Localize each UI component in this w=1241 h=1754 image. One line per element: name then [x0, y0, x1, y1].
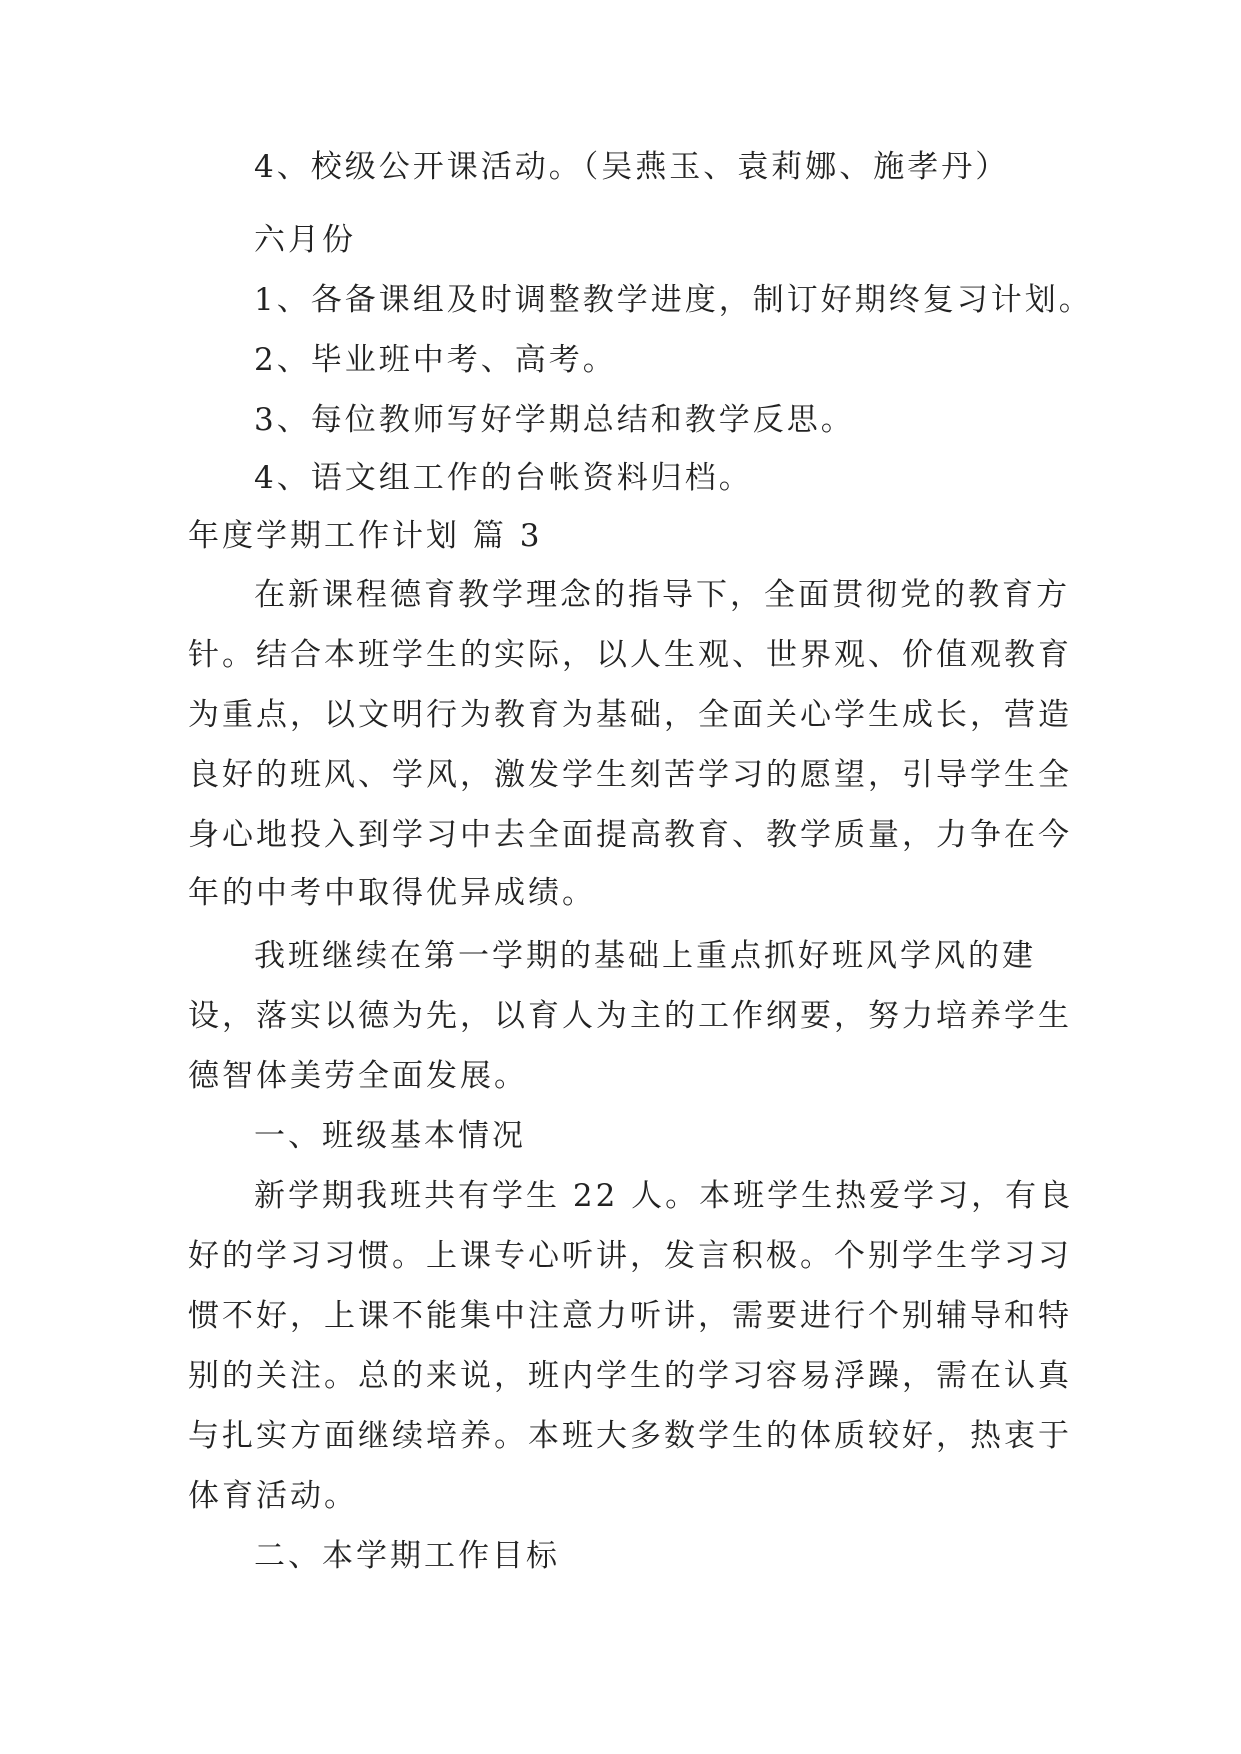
paragraph3-line: 惯不好，上课不能集中注意力听讲，需要进行个别辅导和特: [188, 1298, 1072, 1334]
list-item-june-4: 4、语文组工作的台帐资料归档。: [254, 460, 753, 496]
list-item-june-3: 3、每位教师写好学期总结和教学反思。: [254, 402, 855, 438]
heading-june: 六月份: [254, 222, 356, 258]
paragraph3-line: 好的学习习惯。上课专心听讲，发言积极。个别学生学习习: [188, 1238, 1072, 1274]
heading-class-info: 一、班级基本情况: [254, 1118, 526, 1154]
paragraph3-line: 体育活动。: [188, 1478, 358, 1514]
heading-goals: 二、本学期工作目标: [254, 1538, 560, 1574]
paragraph1-line: 身心地投入到学习中去全面提高教育、教学质量，力争在今: [188, 817, 1072, 853]
paragraph2-line: 德智体美劳全面发展。: [188, 1058, 528, 1094]
paragraph2-line: 设，落实以德为先，以育人为主的工作纲要，努力培养学生: [188, 998, 1072, 1034]
paragraph1-line: 良好的班风、学风，激发学生刻苦学习的愿望，引导学生全: [188, 757, 1072, 793]
paragraph3-line: 与扎实方面继续培养。本班大多数学生的体质较好，热衷于: [188, 1418, 1072, 1454]
list-item-june-1: 1、各备课组及时调整教学进度，制订好期终复习计划。: [254, 282, 1093, 318]
paragraph1-line: 为重点，以文明行为教育为基础，全面关心学生成长，营造: [188, 697, 1072, 733]
paragraph1-line: 针。结合本班学生的实际，以人生观、世界观、价值观教育: [188, 637, 1072, 673]
paragraph3-line: 新学期我班共有学生 22 人。本班学生热爱学习，有良: [254, 1178, 1074, 1214]
paragraph1-line: 年的中考中取得优异成绩。: [188, 875, 596, 911]
paragraph3-line: 别的关注。总的来说，班内学生的学习容易浮躁，需在认真: [188, 1358, 1072, 1394]
section-title: 年度学期工作计划 篇 3: [188, 518, 543, 554]
list-item-may-4: 4、校级公开课活动。（吴燕玉、袁莉娜、施孝丹）: [254, 149, 1010, 185]
paragraph2-line: 我班继续在第一学期的基础上重点抓好班风学风的建: [254, 938, 1036, 974]
list-item-june-2: 2、毕业班中考、高考。: [254, 342, 617, 378]
paragraph1-line: 在新课程德育教学理念的指导下，全面贯彻党的教育方: [254, 577, 1070, 613]
